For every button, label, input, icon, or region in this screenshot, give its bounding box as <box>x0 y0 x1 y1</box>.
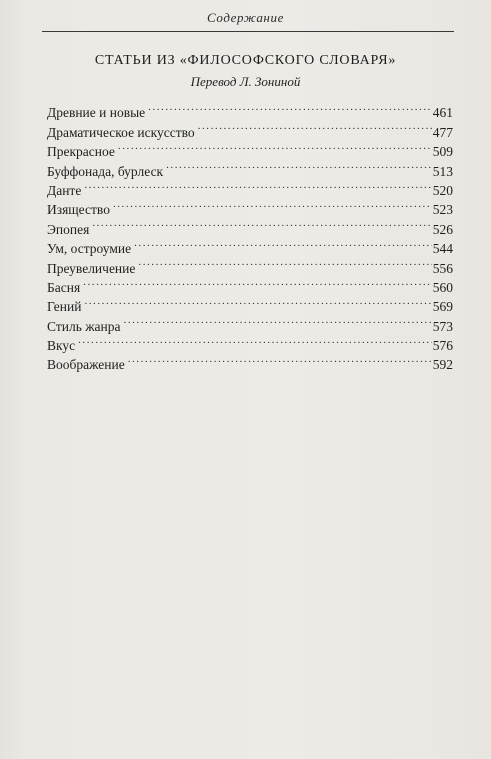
dot-leader <box>84 176 431 195</box>
toc-entry <box>47 176 453 198</box>
toc-entry <box>47 98 453 121</box>
toc-entry-page: 592 <box>432 357 453 373</box>
dot-leader <box>166 156 432 175</box>
toc-entry-title: Прекрасное <box>47 144 115 160</box>
toc-entry <box>47 331 453 354</box>
toc-entry-page: 477 <box>432 124 453 140</box>
table-of-contents <box>47 98 453 373</box>
toc-entry-page: 520 <box>432 182 453 198</box>
toc-entry-title: Эпопея <box>47 221 90 237</box>
dot-leader <box>113 195 432 214</box>
dot-leader <box>148 98 432 117</box>
translator-credit: Перевод Л. Зониной <box>190 74 301 89</box>
toc-entry-page: 576 <box>432 338 453 354</box>
running-head: Содержание <box>207 10 284 25</box>
dot-leader <box>138 253 431 272</box>
toc-entry <box>47 311 453 334</box>
toc-entry-page: 513 <box>432 163 453 179</box>
dot-leader <box>128 350 432 369</box>
toc-entry-title: Преувеличение <box>47 260 136 276</box>
toc-entry-page: 556 <box>432 260 453 276</box>
dot-leader <box>92 214 431 233</box>
section-title: СТАТЬИ ИЗ «ФИЛОСОФСКОГО СЛОВАРЯ» <box>94 53 397 68</box>
toc-entry-title: Драматическое искусство <box>47 124 195 140</box>
toc-entry-title: Данте <box>47 182 82 198</box>
toc-entry-title: Древние и новые <box>47 105 146 121</box>
toc-entry-page: 569 <box>432 299 453 315</box>
toc-entry <box>47 292 453 315</box>
toc-entry <box>47 195 453 218</box>
dot-leader <box>198 117 432 136</box>
toc-entry-title: Воображение <box>47 357 125 373</box>
toc-entry-title: Ум, остроумие <box>47 241 132 257</box>
dot-leader <box>83 273 432 292</box>
toc-entry-page: 509 <box>432 144 453 160</box>
toc-entry-title: Вкус <box>47 338 76 354</box>
toc-entry <box>47 273 453 295</box>
dot-leader <box>78 331 432 350</box>
dot-leader <box>118 137 432 156</box>
dot-leader <box>84 292 431 311</box>
toc-entry <box>47 234 453 257</box>
toc-entry-title: Буффонада, бурлеск <box>47 163 164 179</box>
toc-entry-title: Гений <box>47 299 82 315</box>
toc-entry-title: Стиль жанра <box>47 318 121 334</box>
dot-leader <box>134 234 432 253</box>
toc-entry-page: 526 <box>432 221 453 237</box>
toc-entry-page: 461 <box>432 105 453 121</box>
toc-entry-page: 523 <box>432 202 453 218</box>
toc-entry <box>47 350 453 373</box>
toc-entry-page: 560 <box>432 279 453 295</box>
header-rule <box>42 31 454 32</box>
toc-entry-title: Басня <box>47 279 81 295</box>
toc-entry-page: 573 <box>432 318 453 334</box>
toc-entry-title: Изящество <box>47 202 110 218</box>
toc-entry-page: 544 <box>432 241 453 257</box>
dot-leader <box>124 311 432 330</box>
toc-entry <box>47 214 453 237</box>
